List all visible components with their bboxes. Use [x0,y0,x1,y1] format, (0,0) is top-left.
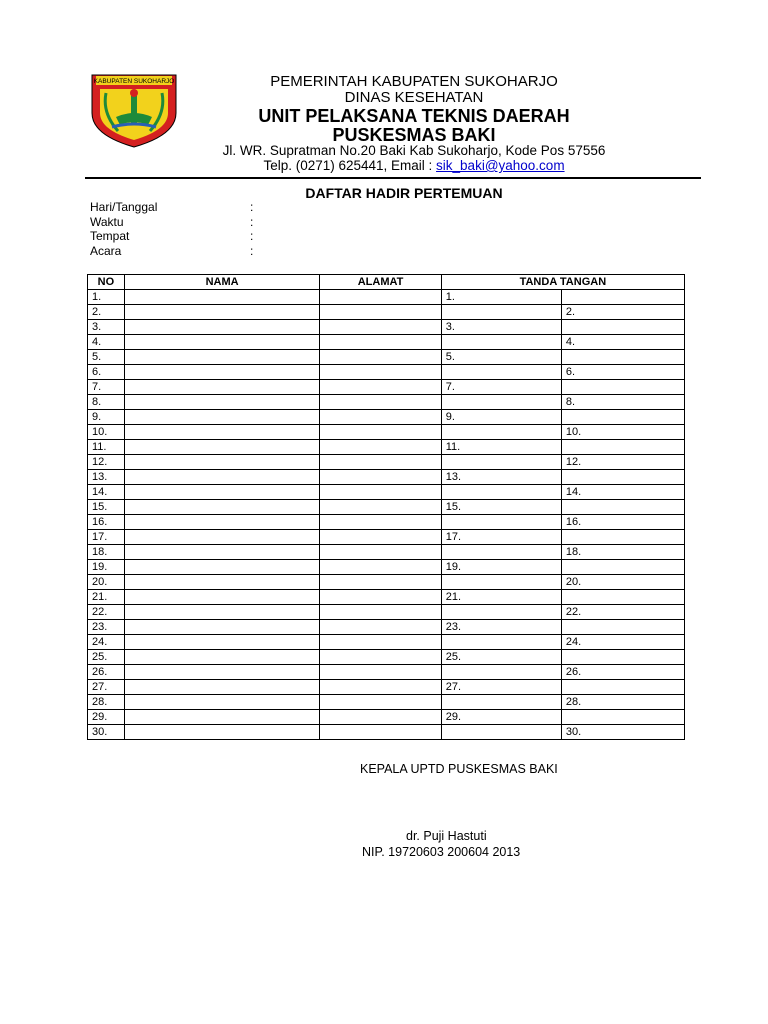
name-cell[interactable] [124,470,320,485]
address-cell[interactable] [320,530,441,545]
name-cell[interactable] [124,410,320,425]
address-cell[interactable] [320,635,441,650]
name-cell[interactable] [124,590,320,605]
header-government: PEMERINTAH KABUPATEN SUKOHARJO [270,73,558,90]
address-cell[interactable] [320,560,441,575]
row-number: 7. [88,380,125,395]
table-row [88,320,685,335]
table-row [88,470,685,485]
signature-cell-left[interactable] [441,365,561,380]
meta-separator: : [250,229,254,243]
name-cell[interactable] [124,365,320,380]
signature-cell-right[interactable] [561,650,684,665]
signature-cell-left[interactable]: 29. [441,710,561,725]
header-unit: UNIT PELAKSANA TEKNIS DAERAH [258,106,570,126]
name-cell[interactable] [124,335,320,350]
table-row [88,290,685,305]
meta-label: Tempat [90,229,130,243]
meta-separator: : [250,243,254,258]
row-number: 11. [88,440,125,455]
row-number: 24. [88,635,125,650]
signature-cell-left[interactable]: 25. [441,650,561,665]
signature-cell-right[interactable] [561,590,684,605]
name-cell[interactable] [124,680,320,695]
row-number: 22. [88,605,125,620]
signature-cell-left[interactable] [441,725,561,740]
row-number: 17. [88,530,125,545]
signature-cell-left[interactable] [441,395,561,410]
signature-cell-left[interactable]: 21. [441,590,561,605]
meta-block [90,200,253,258]
meta-row-event [90,244,253,259]
signature-cell-right[interactable]: 26. [561,665,684,680]
signatory-position: KEPALA UPTD PUSKESMAS BAKI [360,762,558,776]
row-number: 8. [88,395,125,410]
table-row [88,725,685,740]
table-row [88,695,685,710]
row-number: 18. [88,545,125,560]
signature-cell-right[interactable]: 18. [561,545,684,560]
name-cell[interactable] [124,560,320,575]
name-cell[interactable] [124,425,320,440]
meta-row-place [90,229,253,244]
signature-cell-left[interactable]: 23. [441,620,561,635]
name-cell[interactable] [124,695,320,710]
row-number: 5. [88,350,125,365]
signature-cell-left[interactable]: 11. [441,440,561,455]
signature-cell-left[interactable]: 1. [441,290,561,305]
name-cell[interactable] [124,500,320,515]
row-number: 1. [88,290,125,305]
header-address: Jl. WR. Supratman No.20 Baki Kab Sukoharjo, Kode Pos 57556 [222,143,606,158]
row-number: 2. [88,305,125,320]
table-row [88,380,685,395]
meta-label: Waktu [90,214,124,229]
signature-cell-left[interactable]: 15. [441,500,561,515]
address-cell[interactable] [320,500,441,515]
signature-cell-left[interactable] [441,335,561,350]
table-header-row [88,275,685,290]
address-cell[interactable] [320,710,441,725]
page-title: DAFTAR HADIR PERTEMUAN [305,185,503,201]
address-cell[interactable] [320,290,441,305]
name-cell[interactable] [124,575,320,590]
row-number: 21. [88,590,125,605]
name-cell[interactable] [124,665,320,680]
signature-cell-left[interactable] [441,665,561,680]
name-cell[interactable] [124,305,320,320]
signatory-name: dr. Puji Hastuti [406,829,487,843]
address-cell[interactable] [320,320,441,335]
signature-cell-left[interactable]: 13. [441,470,561,485]
name-cell[interactable] [124,530,320,545]
col-header-nama: NAMA [124,275,320,290]
address-cell[interactable] [320,305,441,320]
address-cell[interactable] [320,425,441,440]
signatory-nip: NIP. 19720603 200604 2013 [362,845,521,859]
signature-cell-right[interactable]: 6. [561,365,684,380]
table-row [88,335,685,350]
table-row [88,410,685,425]
meta-label: Acara [90,243,122,258]
name-cell[interactable] [124,350,320,365]
address-cell[interactable] [320,380,441,395]
signature-cell-right[interactable] [561,290,684,305]
name-cell[interactable] [124,395,320,410]
row-number: 26. [88,665,125,680]
table-row [88,710,685,725]
name-cell[interactable] [124,605,320,620]
table-row [88,515,685,530]
signature-cell-right[interactable] [561,560,684,575]
address-cell[interactable] [320,680,441,695]
address-cell[interactable] [320,395,441,410]
signature-cell-right[interactable] [561,380,684,395]
table-row [88,680,685,695]
signature-cell-right[interactable]: 24. [561,635,684,650]
address-cell[interactable] [320,575,441,590]
table-row [88,395,685,410]
table-row [88,545,685,560]
address-cell[interactable] [320,335,441,350]
table-row [88,485,685,500]
row-number: 23. [88,620,125,635]
row-number: 30. [88,725,125,740]
name-cell[interactable] [124,440,320,455]
meta-row-date [90,200,253,215]
address-cell[interactable] [320,650,441,665]
table-row [88,500,685,515]
table-row [88,650,685,665]
signature-cell-right[interactable]: 28. [561,695,684,710]
address-cell[interactable] [320,665,441,680]
table-row [88,305,685,320]
signature-cell-left[interactable]: 5. [441,350,561,365]
row-number: 29. [88,710,125,725]
signature-cell-left[interactable] [441,305,561,320]
address-cell[interactable] [320,410,441,425]
row-number: 4. [88,335,125,350]
table-row [88,425,685,440]
row-number: 3. [88,320,125,335]
signature-cell-right[interactable] [561,440,684,455]
address-cell[interactable] [320,515,441,530]
col-header-no: NO [88,275,125,290]
signature-cell-right[interactable] [561,620,684,635]
table-row [88,350,685,365]
signature-cell-right[interactable] [561,710,684,725]
name-cell[interactable] [124,620,320,635]
row-number: 19. [88,560,125,575]
table-row [88,440,685,455]
address-cell[interactable] [320,485,441,500]
signature-cell-left[interactable]: 17. [441,530,561,545]
attendance-table [87,274,685,740]
table-row [88,560,685,575]
signature-cell-right[interactable] [561,410,684,425]
col-header-tanda-tangan: TANDA TANGAN [441,275,684,290]
signature-cell-right[interactable]: 10. [561,425,684,440]
signature-cell-left[interactable]: 27. [441,680,561,695]
address-cell[interactable] [320,455,441,470]
signature-cell-right[interactable]: 14. [561,485,684,500]
name-cell[interactable] [124,545,320,560]
address-cell[interactable] [320,725,441,740]
name-cell[interactable] [124,290,320,305]
row-number: 12. [88,455,125,470]
table-row [88,530,685,545]
row-number: 9. [88,410,125,425]
meta-separator: : [250,200,254,214]
name-cell[interactable] [124,455,320,470]
signature-cell-right[interactable] [561,320,684,335]
row-number: 14. [88,485,125,500]
table-body [88,290,685,740]
row-number: 28. [88,695,125,710]
header-divider [85,177,701,179]
table-row [88,665,685,680]
signature-cell-left[interactable]: 3. [441,320,561,335]
table-row [88,605,685,620]
signature-cell-left[interactable] [441,425,561,440]
address-cell[interactable] [320,440,441,455]
signature-cell-right[interactable]: 12. [561,455,684,470]
row-number: 20. [88,575,125,590]
address-cell[interactable] [320,470,441,485]
row-number: 27. [88,680,125,695]
address-cell[interactable] [320,350,441,365]
signature-cell-left[interactable] [441,455,561,470]
table-row [88,590,685,605]
signature-cell-left[interactable] [441,635,561,650]
address-cell[interactable] [320,620,441,635]
name-cell[interactable] [124,485,320,500]
signature-cell-right[interactable]: 8. [561,395,684,410]
meta-label: Hari/Tanggal [90,200,158,214]
signature-cell-right[interactable]: 20. [561,575,684,590]
address-cell[interactable] [320,590,441,605]
table-row [88,455,685,470]
signature-cell-right[interactable] [561,470,684,485]
svg-text:KABUPATEN SUKOHARJO: KABUPATEN SUKOHARJO [93,78,175,85]
table-row [88,575,685,590]
signature-cell-left[interactable] [441,605,561,620]
meta-separator: : [250,214,254,229]
name-cell[interactable] [124,320,320,335]
signature-cell-right[interactable]: 22. [561,605,684,620]
signature-cell-right[interactable]: 16. [561,515,684,530]
signature-cell-left[interactable] [441,485,561,500]
name-cell[interactable] [124,725,320,740]
name-cell[interactable] [124,650,320,665]
header-department: DINAS KESEHATAN [344,89,484,106]
signature-cell-left[interactable] [441,575,561,590]
col-header-alamat: ALAMAT [320,275,441,290]
signature-cell-left[interactable] [441,515,561,530]
signature-cell-left[interactable]: 7. [441,380,561,395]
meta-row-time [90,215,253,230]
row-number: 10. [88,425,125,440]
signature-cell-right[interactable] [561,680,684,695]
signature-cell-right[interactable]: 4. [561,335,684,350]
signature-cell-right[interactable] [561,500,684,515]
table-row [88,635,685,650]
signature-cell-left[interactable]: 9. [441,410,561,425]
signature-cell-left[interactable] [441,545,561,560]
signature-cell-right[interactable] [561,350,684,365]
address-cell[interactable] [320,365,441,380]
name-cell[interactable] [124,380,320,395]
row-number: 25. [88,650,125,665]
row-number: 13. [88,470,125,485]
name-cell[interactable] [124,635,320,650]
signature-cell-left[interactable] [441,695,561,710]
table-row [88,365,685,380]
signature-cell-right[interactable]: 30. [561,725,684,740]
header-phone: Telp. (0271) 625441, Email : [263,158,437,173]
name-cell[interactable] [124,515,320,530]
address-cell[interactable] [320,695,441,710]
header-email-link[interactable]: sik_baki@yahoo.com [436,158,565,173]
signature-cell-left[interactable]: 19. [441,560,561,575]
row-number: 15. [88,500,125,515]
row-number: 16. [88,515,125,530]
row-number: 6. [88,365,125,380]
header-puskesmas: PUSKESMAS BAKI [332,125,496,145]
signature-cell-right[interactable]: 2. [561,305,684,320]
signature-cell-right[interactable] [561,530,684,545]
address-cell[interactable] [320,605,441,620]
table-row [88,620,685,635]
header-contact [0,158,768,173]
name-cell[interactable] [124,710,320,725]
address-cell[interactable] [320,545,441,560]
